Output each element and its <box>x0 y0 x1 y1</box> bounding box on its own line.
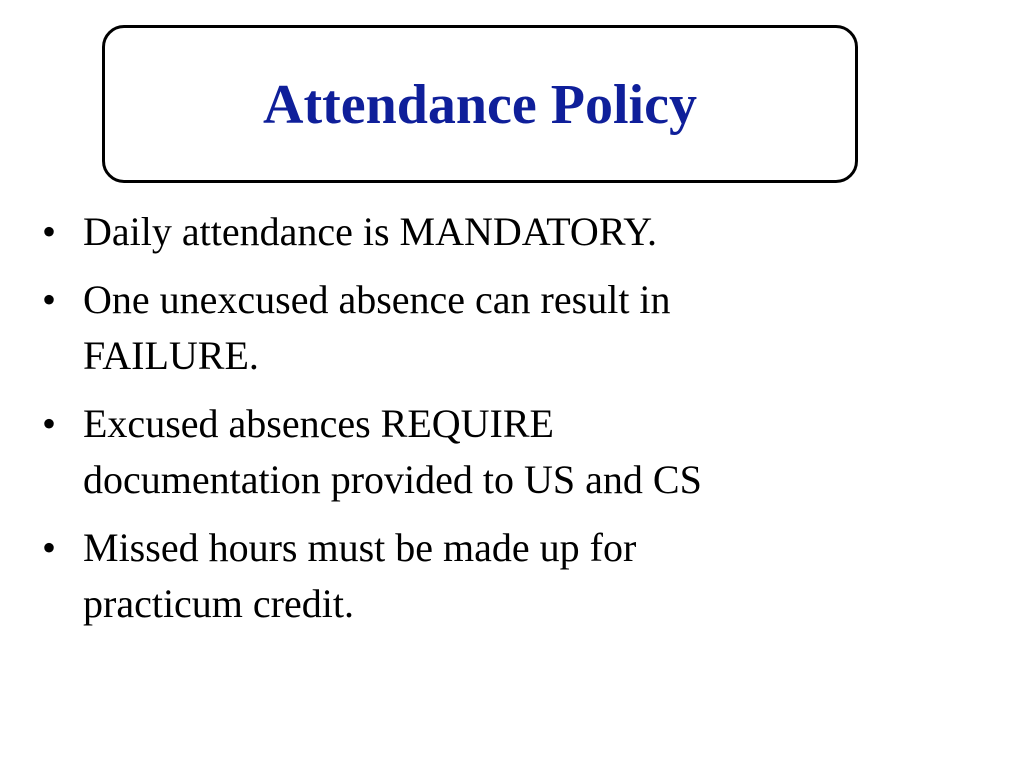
bullet-icon: • <box>42 525 57 570</box>
title-box <box>102 25 858 183</box>
bullet-item-excused-absences <box>42 396 972 508</box>
bullet-list <box>42 204 972 644</box>
bullet-text-unexcused-absence: One unexcused absence can result in FAILURE. <box>83 277 671 378</box>
bullet-icon: • <box>42 209 57 254</box>
bullet-icon: • <box>42 277 57 322</box>
bullet-text-excused-absences: Excused absences REQUIRE documentation provided to US and CS <box>83 401 702 502</box>
bullet-text-missed-hours: Missed hours must be made up for practicum credit. <box>83 525 637 626</box>
bullet-icon: • <box>42 401 57 446</box>
bullet-item-unexcused-absence <box>42 272 972 384</box>
bullet-text-daily-attendance: Daily attendance is MANDATORY. <box>83 209 658 254</box>
bullet-item-daily-attendance <box>42 204 972 260</box>
bullet-item-missed-hours <box>42 520 972 632</box>
slide-title: Attendance Policy <box>263 74 697 136</box>
